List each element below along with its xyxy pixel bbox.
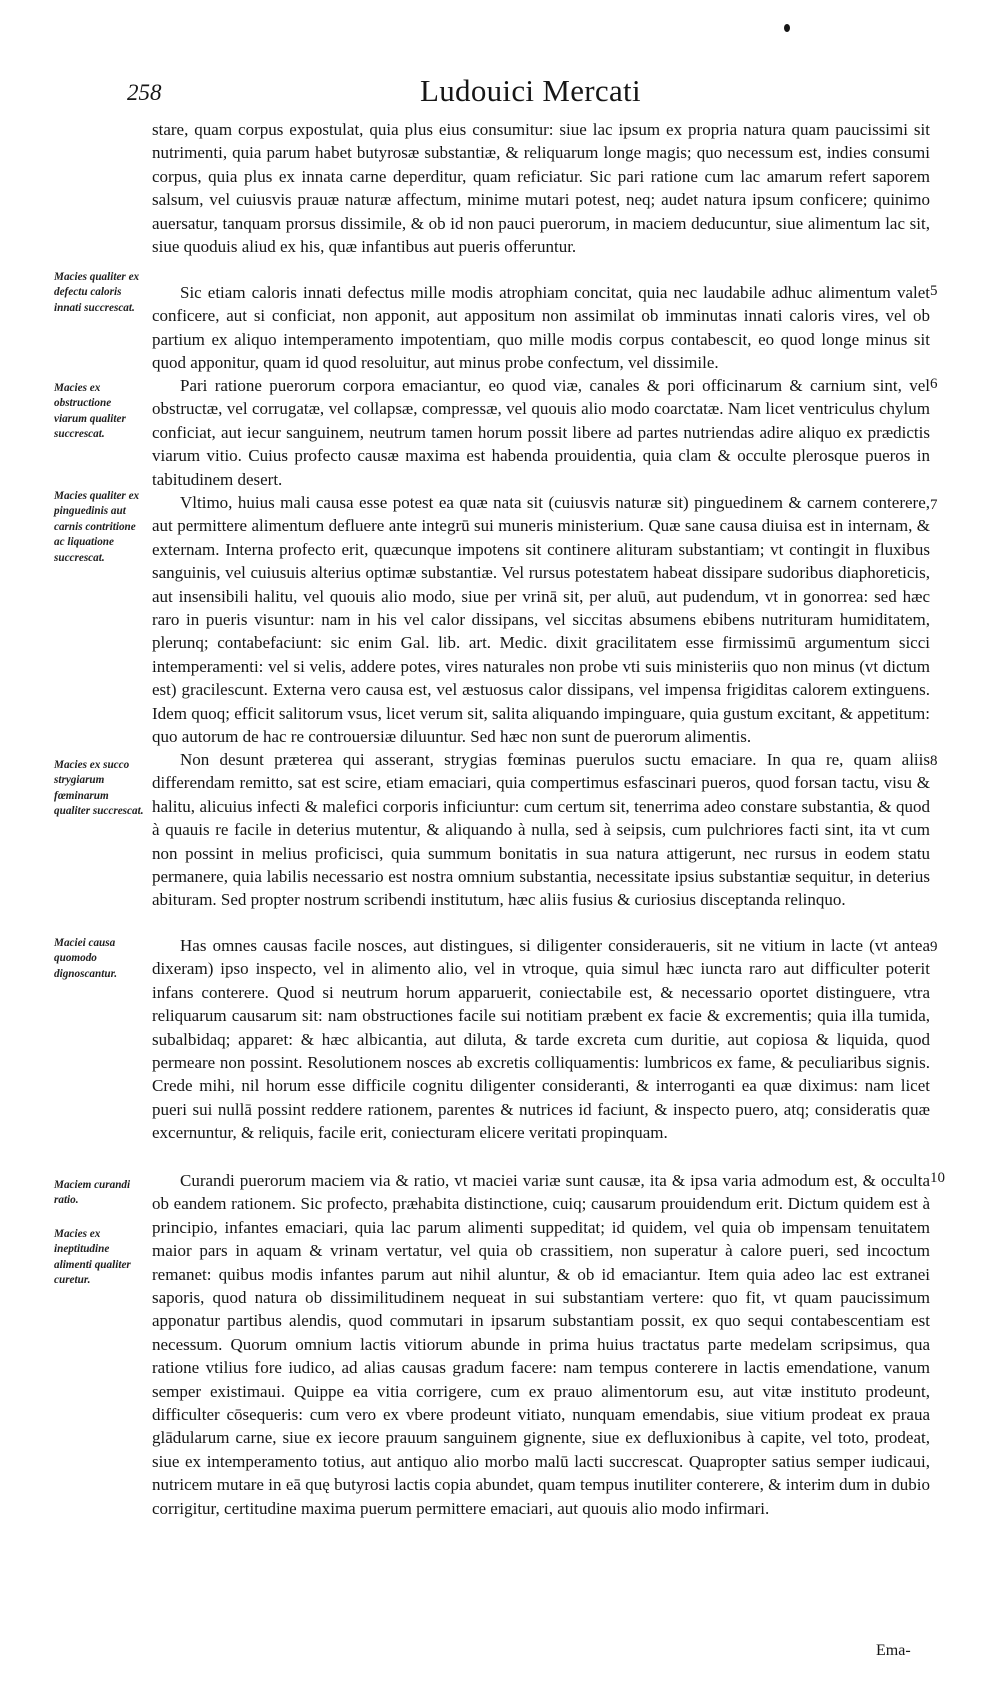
margin-note: Maciei causa quomodo dignoscantur. (54, 937, 118, 980)
margin-note: Macies ex obstructione viarum qualiter succrescat. (54, 382, 126, 441)
ink-dot (784, 24, 790, 32)
paragraph: stare, quam corpus expostulat, quia plus eius consumitur: siue lac ipsum ex propria natura quam paucissimi sit nutrimenti, quia parum habet butyrosæ substantiæ, & reliquarum longe magis; quo necessum est, indies consumi corpus, quia plus ex innata carne deperditur, quam reficiatur. Sic pari ratione cum lac amarum refert saporem salsum, vel cuiusvis prauæ naturæ affectum, minime mutari potest, neq; audet natura ipsum conficere; quinimo auersatur, tanquam prorsus dissimile, & ob id non pauci puerorum, in maciem deducuntur, siue alimentum lac sit, siue quoduis aliud ex his, quæ infantibus aut pueris offeruntur. (152, 120, 930, 257)
margin-note: Macies ex succo strygiarum fœminarum qualiter succrescat. (54, 759, 144, 818)
margin-note: Maciem curandi ratio. (54, 1179, 131, 1207)
margin-note: Macies ex ineptitudine alimenti qualiter curetur. (54, 1228, 131, 1287)
section-number: 7 (930, 497, 938, 513)
paragraph: Curandi puerorum maciem via & ratio, vt maciei variæ sunt causæ, ita & ipsa varia admodum est, & occulta ob eandem rationem. Sic profecto, præhabita distinctione, cuiq; causarum prouidendum erit. Dictum quidem est à principio, infantes emaciari, quia lac parum alimenti suppeditat; id quidem, vel quia ob impensam tenuitatem maior pars in aquam & vrinam vertatur, vel quia ob crassitiem, non superatur à calore pueri, sed incoctum remanet: quibus modis infantes parum aut nihil aluntur, & ob id emaciantur. Item quia adeo lac est extranei saporis, quod natura ob dissimilitudinem nequeat in sui substantiam vertere: quo fit, vt quam paucissimum apponatur partibus alendis, quod commutari in ipsarum substantiam possit, ex quo sequi contabescentiam est necessum. Quorum omnium lactis vitiorum abunde in prima huius tractatus parte medelam scripsimus, qua ratione vtilius fore iudico, ad alias causas gradum facere: nam tempus conterere in lactis emendatione, vanum semper existimaui. Quippe ea vitia corrigere, cum ex prauo alimentorum esu, aut vitæ instituto prodeunt, difficulter cōsequeris: cum vero ex vbere prodeunt vitiato, nunquam emendabis, siue vitium prodeat ex praua glādularum carne, siue ex iecore prauum sanguinem gignente, siue ex defluxionibus à capite, vel toto, prodeat, siue ex intemperamento totius, aut antiquo alio morbo malū lacti succrescat. Quapropter satius semper iudicaui, nutricem mutare in eā quę butyrosi lactis copia abundet, quam tempus inutiliter conterere, & interim dum in dubio corrigitur, certitudine maxima puerum permittere emaciari, aut quouis alio modo infirmari. (152, 1171, 930, 1518)
paragraph: Vltimo, huius mali causa esse potest ea quæ nata sit (cuiusvis naturæ sit) pinguedinem & carnem conterere, aut permittere alimentum defluere ante integrū sui muneris ministerium. Quæ sane causa diuisa est in internam, & externam. Interna profecto erit, quæcunque impotens sit continere alituram substantiam; vt contingit in fluxibus sanguinis, vel cuiusuis alterius optimæ substantiæ. Vel rursus potestatem habeat dissipare sudoribus diaphoreticis, aut insensibili halitu, vel quouis alio modo, siue per vrinā sit, per aluū, aut pudendum, vt in gonorrea: sed hæc raro in pueris visuntur: nam in his vel calor dissipans, vel siccitas absumens ebibens nutrituram humiditatem, plerunq; contabefaciunt: sic enim Gal. lib. art. Medic. dixit gracilitatem esse firmissimū argumentum sicci intemperamenti: vel si velis, addere potes, vires naturales non probe vti suis ministeriis quo non minus (vt dictum est) gracilescunt. Externa vero causa est, vel æstuosus calor dissipans, vel impensa frigiditas calorem extinguens. Idem quoq; efficit salitorum vsus, licet verum sit, salita aliquando impinguare, quia gustum excitant, & appetitum: quo autorum de hac re controuersiæ diluuntur. Sed hæc non sunt de puerorum alimentis. (152, 493, 930, 747)
running-head: Ludouici Mercati (420, 73, 641, 108)
paragraph: Pari ratione puerorum corpora emaciantur, eo quod viæ, canales & pori officinarum & carnium sint, vel obstructæ, vel corrugatæ, vel collapsæ, compressæ, vel quouis alio modo coarctatæ. Nam licet ventriculus chylum conficiat, aut iecur sanguinem, neutrum tamen horum possit libere ad partes nutriendas adire aliquo ex prædictis viarum vitio. Cuius profecto causæ maxima est habenda prouidentia, quia clam & occulte plerosque pueros in tabitudinem desert. (152, 376, 930, 489)
section-number: 8 (930, 753, 938, 769)
section-number: 10 (930, 1170, 945, 1186)
paragraph: Sic etiam caloris innati defectus mille modis atrophiam concitat, quia nec laudabile adhuc alimentum valet conficere, aut si conficiat, non apponit, aut appositum non assimilat ob imminutas innati caloris vires, vel ob partium ex aliquo intemperamento impotentiam, quo mille modis corpus contabescit, eo quod longe minus sit quod apponitur, quam id quod resoluitur, aut minus probe confectum, vel dissimile. (152, 283, 930, 373)
section-number: 9 (930, 939, 938, 955)
margin-note: Macies qualiter ex defectu caloris innati succrescat. (54, 271, 140, 314)
page-number: 258 (127, 80, 162, 105)
section-number: 5 (930, 283, 938, 299)
section-number: 6 (930, 376, 938, 392)
paragraph: Has omnes causas facile nosces, aut distingues, si diligenter consideraueris, sit ne vitium in lacte (vt antea dixeram) ipso inspecto, vel in alimento alio, vel in vtroque, quia simul hæc iuncta raro aut difficulter poterit infans conterere. Quod si neutrum horum apparuerit, coniectabile est, & necessario oportet distinguere, vtra reliquarum causarum sit: nam obstructiones facile sui notitiam præbent ex facie & excrementis; quia illa tumida, subalbidaq; apparet: & hæc albicantia, aut diluta, & tarde excreta cum duritie, aut copiosa & liquida, quod permeare non possint. Resolutionem nosces ab excretis colliquamentis: lumbricos ex fame, & peculiaribus signis. Crede mihi, nil horum esse difficile cognitu diligenter consideranti, & interroganti ea quæ diximus: nam licet pueri sui nullā possint reddere rationem, parentes & nutrices id faciunt, & inspecto puero, atq; consideratis quæ excernuntur, & reliquis, facile erit, coniecturam elicere veritati propinquam. (152, 936, 930, 1143)
catchword: Ema- (876, 1642, 911, 1659)
margin-note: Macies qualiter ex pinguedinis aut carnis contritione ac liquatione succrescat. (54, 490, 140, 564)
paragraph: Non desunt præterea qui asserant, strygias fœminas puerulos suctu emaciare. In qua re, quam aliis differendam remitto, sat est scire, etiam emaciari, quia compertimus esfascinari pueros, quod forsan tactu, visu & halitu, alicuius infecti & malefici corporis inficiuntur: cum certum sit, tenerrima adeo constare substantia, & quod à quauis re facile in deterius mutentur, & aliquando à nulla, sed à seipsis, cum pulchriores facti sint, ita vt cum non possint in melius proficisci, quia summum bonitatis in sua natura attigerunt, nec rursus in eodem statu permanere, quia labilis necessario est nostra omnium substantia, necessitate ipsius substantiæ sequitur, in deterius abituram. Sed propter nostrum scribendi institutum, hæc aliis fusius & curiosius disceptanda relinquo. (152, 750, 930, 910)
